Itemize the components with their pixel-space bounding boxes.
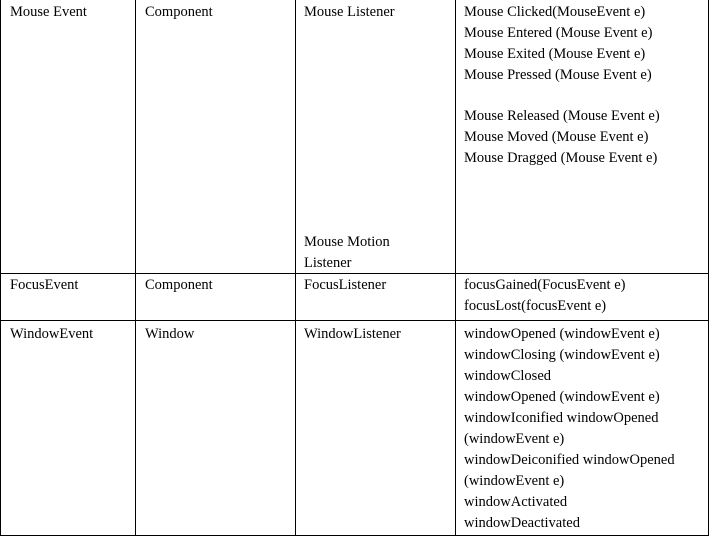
method-line: windowOpened (windowEvent e) <box>464 326 660 342</box>
listener-secondary-cell <box>304 232 390 274</box>
listener-text: WindowListener <box>304 326 401 342</box>
listener-text: FocusListener <box>304 277 387 293</box>
method-line: Mouse Clicked(MouseEvent e) <box>464 4 646 20</box>
method-line: windowOpened (windowEvent e) <box>464 389 660 405</box>
method-line: windowActivated <box>464 494 568 510</box>
source-cell <box>145 324 194 345</box>
method-line: Mouse Dragged (Mouse Event e) <box>464 150 658 166</box>
method-line: windowClosed <box>464 368 551 384</box>
methods-cell <box>464 324 675 534</box>
listener-cell <box>304 2 395 23</box>
method-line: focusGained(FocusEvent e) <box>464 277 626 293</box>
source-cell <box>145 2 213 23</box>
listener-cell <box>304 275 386 296</box>
listener-text: Mouse Listener <box>304 4 395 20</box>
method-line: windowDeactivated <box>464 515 580 531</box>
methods-cell <box>464 275 625 317</box>
method-line: Mouse Released (Mouse Event e) <box>464 108 660 124</box>
source-text: Component <box>145 4 213 20</box>
source-text: Window <box>145 326 195 342</box>
source-cell <box>145 275 213 296</box>
event-cell: WindowEvent <box>10 326 94 342</box>
method-line: Mouse Pressed (Mouse Event e) <box>464 67 652 83</box>
source-text: Component <box>145 277 213 293</box>
event-cell: Mouse Event <box>10 4 87 20</box>
listener-cell <box>304 324 401 345</box>
method-line: (windowEvent e) <box>464 473 565 489</box>
table-row-window-event <box>10 324 93 345</box>
table-row-mouse-event <box>10 2 87 23</box>
table-row-focus-event <box>10 275 78 296</box>
method-line: windowDeiconified windowOpened <box>464 452 675 468</box>
method-line: Mouse Entered (Mouse Event e) <box>464 25 653 41</box>
methods-cell <box>464 2 652 86</box>
method-line: windowClosing (windowEvent e) <box>464 347 660 363</box>
methods-cell-continued <box>464 106 660 169</box>
event-cell: FocusEvent <box>10 277 79 293</box>
listener-secondary-line: Listener <box>304 255 352 271</box>
method-line: focusLost(focusEvent e) <box>464 298 607 314</box>
method-line: Mouse Moved (Mouse Event e) <box>464 129 649 145</box>
method-line: (windowEvent e) <box>464 431 565 447</box>
method-line: windowIconified windowOpened <box>464 410 659 426</box>
method-line: Mouse Exited (Mouse Event e) <box>464 46 646 62</box>
listener-secondary-line: Mouse Motion <box>304 234 390 250</box>
